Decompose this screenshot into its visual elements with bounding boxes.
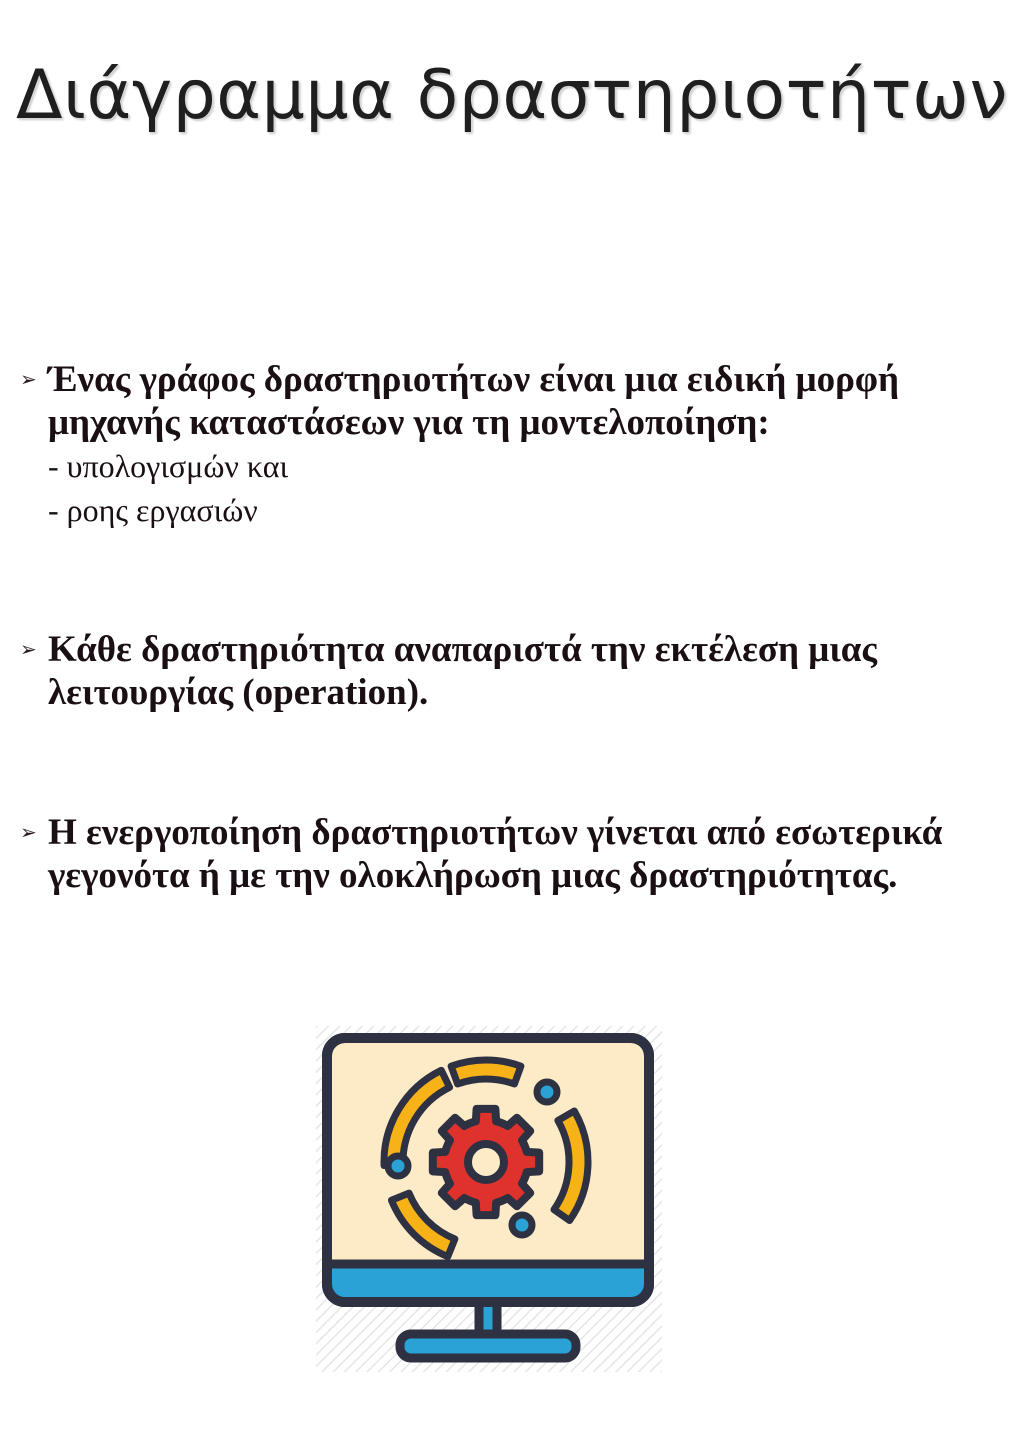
bullet-text: Η ενεργοποίηση δραστηριοτήτων γίνεται από εσωτερικά γεγονότα ή με την ολοκλήρωση μιας δραστηριότητας. [48,812,943,896]
bullet-text: Ένας γράφος δραστηριοτήτων είναι μια ειδική μορφή μηχανής καταστάσεων για τη μοντελοποίηση: [48,359,900,443]
arrow-bullet-icon: ➢ [20,639,37,661]
sub-item: - υπολογισμών και [48,448,289,484]
page-title: Διάγραμμα δραστηριοτήτων [16,56,1008,135]
sub-item: - ροης εργασιών [48,492,258,528]
dot-icon [388,1156,408,1176]
dot-icon [512,1215,532,1235]
bullet-item [20,811,1010,897]
monitor-gear-icon [316,1026,662,1372]
gear-icon [433,1109,539,1215]
bullet-item [20,358,1010,532]
bullet-text: Κάθε δραστηριότητα αναπαριστά την εκτέλεση μιας λειτουργίας (operation). [48,629,877,713]
monitor-chin [328,1264,648,1301]
gear-hole [468,1144,504,1180]
bullet-item [20,628,1010,714]
arrow-bullet-icon: ➢ [20,369,37,391]
arc-segment [451,1060,521,1084]
dot-icon [537,1082,557,1102]
arrow-bullet-icon: ➢ [20,822,37,844]
monitor-stand-base [400,1334,576,1358]
